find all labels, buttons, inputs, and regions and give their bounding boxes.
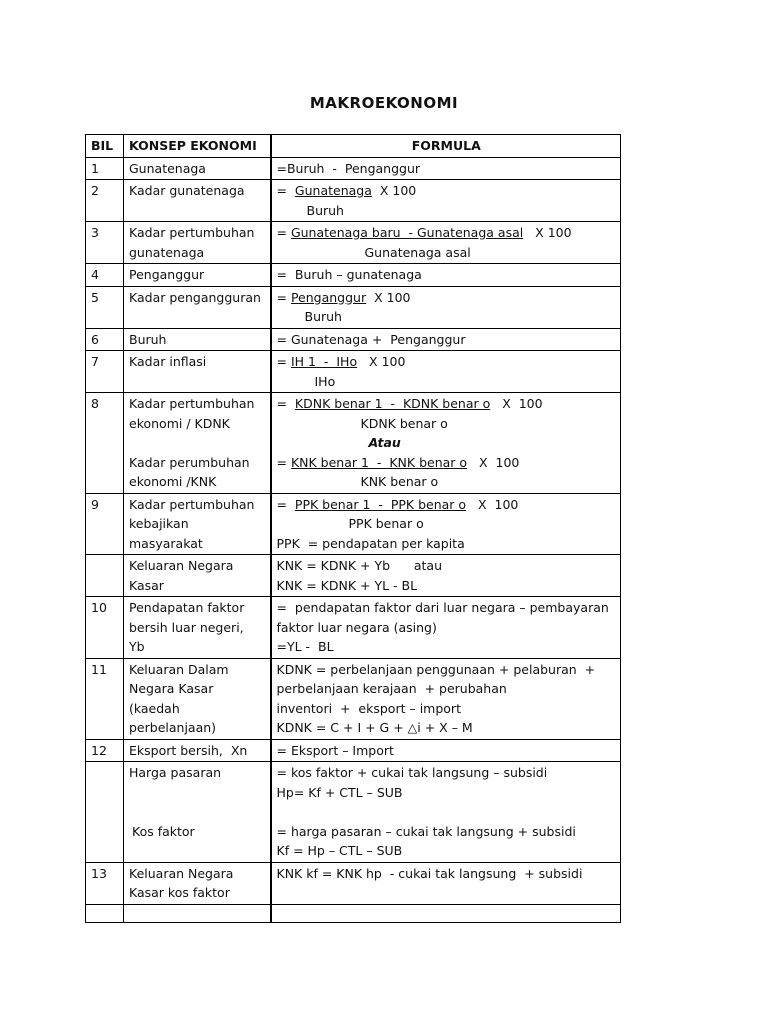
konsep-line: Kadar pertumbuhan	[129, 496, 255, 512]
formula-line: = kos faktor + cukai tak langsung – subsidi	[276, 765, 548, 780]
formula-table	[85, 134, 621, 923]
konsep-line: Keluaran Negara	[129, 865, 234, 881]
formula-line: = harga pasaran – cukai tak langsung + subsidi	[276, 823, 576, 839]
denominator: PPK benar o	[348, 516, 424, 531]
row-bil	[86, 555, 124, 597]
denominator: KDNK benar o	[360, 415, 448, 431]
header-konsep: KONSEP EKONOMI	[124, 135, 271, 158]
table-row	[86, 393, 621, 494]
row-konsep	[124, 180, 271, 222]
row-formula	[271, 762, 621, 863]
row-konsep	[124, 393, 271, 494]
table-row	[86, 222, 621, 264]
table-row	[86, 328, 621, 351]
row-konsep	[124, 597, 271, 659]
konsep-line	[129, 783, 266, 803]
row-bil	[86, 762, 124, 863]
row-formula	[271, 658, 621, 739]
konsep-line: ekonomi / KDNK	[129, 415, 230, 431]
konsep-line: Kadar perumbuhan	[129, 454, 250, 470]
table-row	[86, 555, 621, 597]
konsep-line: Kasar	[129, 577, 164, 593]
row-bil: 1	[86, 157, 124, 180]
formula-line: Kf = Hp – CTL – SUB	[276, 843, 403, 858]
row-formula	[271, 351, 621, 393]
formula-line: = IH 1 - IHo X 100	[276, 354, 406, 369]
formula-line: Hp= Kf + CTL – SUB	[276, 784, 403, 800]
formula-line: = KDNK benar 1 - KDNK benar o X 100	[276, 396, 543, 411]
konsep-line: Kadar pertumbuhan	[129, 396, 255, 411]
table-row	[86, 286, 621, 328]
multiplier: 100	[495, 454, 520, 470]
multiplier: 100	[392, 183, 417, 198]
numerator: KDNK benar 1 - KDNK benar o	[294, 396, 491, 411]
row-formula	[271, 180, 621, 222]
multiplier: 100	[518, 396, 543, 411]
table-row	[86, 157, 621, 180]
konsep-line: Penganggur	[129, 267, 205, 282]
row-bil: 11	[86, 658, 124, 739]
multiplier: 100	[386, 289, 411, 305]
konsep-line: Kos faktor	[132, 823, 195, 839]
row-konsep	[124, 286, 271, 328]
row-bil: 4	[86, 264, 124, 287]
konsep-line: Gunatenaga	[129, 160, 206, 176]
table-row	[86, 658, 621, 739]
row-konsep	[124, 658, 271, 739]
konsep-line: perbelanjaan)	[129, 720, 217, 735]
row-bil: 2	[86, 180, 124, 222]
denominator: Gunatenaga asal	[364, 244, 471, 260]
formula-line: = KNK benar 1 - KNK benar o X 100	[276, 454, 520, 470]
konsep-line: bersih luar negeri,	[129, 619, 244, 635]
row-bil: 10	[86, 597, 124, 659]
formula-line: inventori + eksport – import	[276, 700, 461, 716]
formula-line	[277, 802, 617, 822]
konsep-line: Keluaran Negara	[129, 558, 234, 573]
multiplier: 100	[494, 496, 519, 512]
atau-label: Atau	[368, 435, 401, 450]
konsep-line: Kadar pengangguran	[129, 289, 261, 305]
konsep-line: gunatenaga	[129, 244, 205, 260]
row-formula	[271, 393, 621, 494]
table-row	[86, 739, 621, 762]
row-formula	[271, 493, 621, 555]
times-symbol: X	[379, 183, 389, 198]
row-bil: 12	[86, 739, 124, 762]
row-formula	[271, 862, 621, 904]
konsep-line: kebajikan	[129, 516, 189, 531]
times-symbol: X	[502, 396, 511, 411]
row-bil: 5	[86, 286, 124, 328]
numerator: Gunatenaga	[294, 183, 372, 198]
konsep-line: Kadar gunatenaga	[129, 183, 245, 198]
formula-line: =YL - BL	[276, 639, 334, 654]
table-header-row	[86, 135, 621, 158]
times-symbol: X	[369, 354, 378, 369]
formula-line: = Penganggur X 100	[276, 289, 411, 305]
header-bil: BIL	[86, 135, 124, 158]
row-bil: 3	[86, 222, 124, 264]
times-symbol: X	[535, 225, 544, 240]
times-symbol: X	[478, 454, 488, 470]
formula-line: faktor luar negara (asing)	[276, 619, 437, 635]
times-symbol: X	[477, 496, 487, 512]
konsep-line: Negara Kasar	[129, 681, 214, 696]
konsep-line: Harga pasaran	[129, 765, 222, 780]
row-formula	[271, 597, 621, 659]
formula-line: = Buruh – gunatenaga	[276, 267, 422, 282]
row-bil	[86, 904, 124, 922]
formula-line: PPK = pendapatan per kapita	[276, 535, 465, 551]
konsep-line: Pendapatan faktor	[129, 600, 245, 615]
row-bil: 8	[86, 393, 124, 494]
table-row	[86, 264, 621, 287]
konsep-line: Kasar kos faktor	[129, 885, 230, 900]
konsep-line: Kadar pertumbuhan	[129, 225, 255, 240]
numerator: KNK benar 1 - KNK benar o	[290, 454, 468, 470]
times-symbol: X	[374, 289, 383, 305]
formula-line: KNK kf = KNK hp - cukai tak langsung + subsidi	[276, 865, 583, 881]
table-row	[86, 862, 621, 904]
konsep-line: Eksport bersih, Xn	[129, 742, 248, 758]
row-formula	[271, 157, 621, 180]
header-formula: FORMULA	[271, 135, 621, 158]
table-row	[86, 493, 621, 555]
row-konsep	[124, 493, 271, 555]
denominator: Buruh	[304, 309, 342, 324]
konsep-line: ekonomi /KNK	[129, 474, 217, 489]
table-row	[86, 762, 621, 863]
row-formula	[271, 904, 621, 922]
row-bil: 13	[86, 862, 124, 904]
denominator: IHo	[314, 373, 336, 389]
formula-line: = Gunatenaga baru - Gunatenaga asal X 100	[276, 225, 572, 240]
multiplier: 100	[547, 225, 572, 240]
table-row	[86, 180, 621, 222]
row-konsep	[124, 328, 271, 351]
numerator: PPK benar 1 - PPK benar o	[294, 496, 467, 512]
row-konsep	[124, 739, 271, 762]
row-bil: 7	[86, 351, 124, 393]
konsep-line	[129, 802, 266, 822]
row-bil: 9	[86, 493, 124, 555]
formula-line: KDNK = C + I + G + △i + X – M	[276, 720, 473, 735]
row-formula	[271, 739, 621, 762]
formula-line: perbelanjaan kerajaan + perubahan	[276, 681, 507, 696]
numerator: Penganggur	[290, 289, 367, 305]
formula-line: = PPK benar 1 - PPK benar o X 100	[276, 496, 519, 512]
row-konsep	[124, 351, 271, 393]
konsep-line: Buruh	[129, 331, 167, 347]
table-row	[86, 351, 621, 393]
row-formula	[271, 222, 621, 264]
row-bil: 6	[86, 328, 124, 351]
table-row	[86, 597, 621, 659]
row-formula	[271, 286, 621, 328]
konsep-line: Keluaran Dalam	[129, 661, 229, 677]
row-konsep	[124, 904, 271, 922]
row-konsep	[124, 555, 271, 597]
denominator: Buruh	[306, 202, 344, 218]
row-konsep	[124, 222, 271, 264]
formula-line: = Gunatenaga + Penganggur	[276, 331, 466, 347]
row-formula	[271, 555, 621, 597]
formula-line: = Gunatenaga X 100	[276, 183, 417, 198]
konsep-line: Kadar inflasi	[129, 354, 207, 369]
konsep-line	[129, 433, 266, 453]
numerator: Gunatenaga baru - Gunatenaga asal	[290, 225, 524, 240]
row-konsep	[124, 862, 271, 904]
multiplier: 100	[381, 354, 406, 369]
formula-line: = pendapatan faktor dari luar negara – pembayaran	[276, 600, 609, 615]
formula-line: =Buruh - Penganggur	[276, 160, 421, 176]
row-formula	[271, 328, 621, 351]
empty-row	[86, 904, 621, 922]
formula-line: KNK = KDNK + YL - BL	[276, 577, 418, 593]
denominator: KNK benar o	[360, 474, 439, 489]
formula-line: = Eksport – Import	[276, 742, 394, 758]
row-konsep	[124, 264, 271, 287]
formula-line: KNK = KDNK + Yb atau	[276, 558, 443, 573]
konsep-line: masyarakat	[129, 535, 203, 551]
row-konsep	[124, 157, 271, 180]
row-formula	[271, 264, 621, 287]
konsep-line: Yb	[129, 639, 145, 654]
formula-line: KDNK = perbelanjaan penggunaan + pelaburan +	[276, 661, 596, 677]
row-konsep	[124, 762, 271, 863]
konsep-line: (kaedah	[129, 700, 180, 716]
page-title: MAKROEKONOMI	[309, 94, 459, 112]
numerator: IH 1 - IHo	[290, 354, 358, 369]
